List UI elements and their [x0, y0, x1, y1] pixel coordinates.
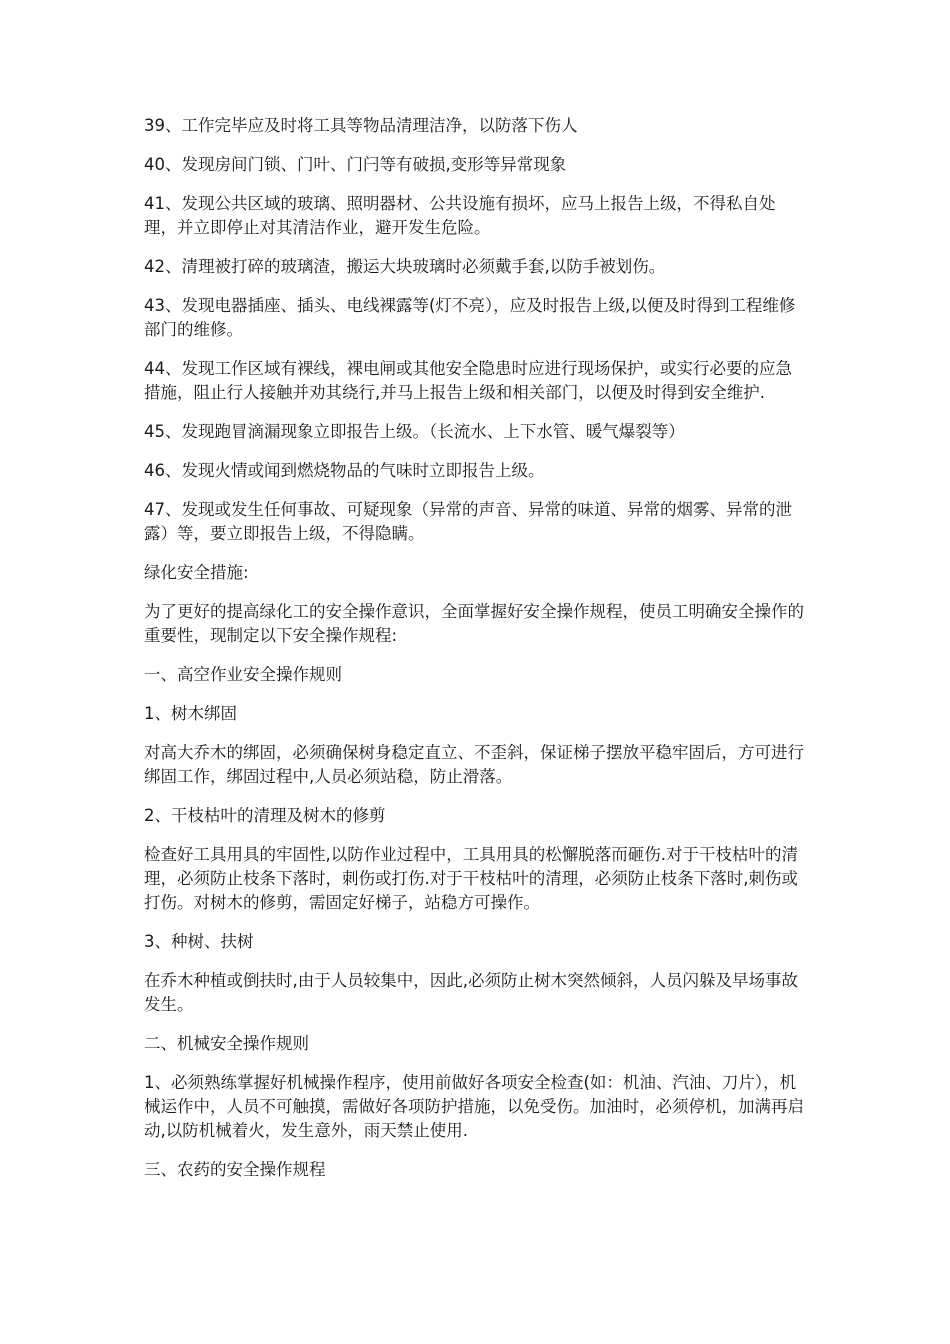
paragraph-pruning: 检查好工具用具的牢固性,以防作业过程中，工具用具的松懈脱落而砸伤.对于干枝枯叶的清理，必须防止枝条下落时，刺伤或打伤.对于干枝枯叶的清理，必须防止枝条下落时,刺伤或打伤。对树木的修剪，需固定好梯子，站稳方可操作。	[144, 845, 798, 912]
paragraph-tree-binding: 对高大乔木的绑固，必须确保树身稳定直立、不歪斜，保证梯子摆放平稳牢固后，方可进行绑固工作，绑固过程中,人员必须站稳，防止滑落。	[144, 743, 804, 786]
subheading-planting: 3、种树、扶树	[144, 932, 254, 951]
section-heading-greening-safety: 绿化安全措施:	[144, 563, 249, 582]
paragraph-47: 47、发现或发生任何事故、可疑现象（异常的声音、异常的味道、异常的烟雾、异常的泄露）等，要立即报告上级，不得隐瞒。	[144, 500, 792, 543]
paragraph-40: 40、发现房间门锁、门叶、门闩等有破损,变形等异常现象	[144, 155, 567, 174]
paragraph-45: 45、发现跑冒滴漏现象立即报告上级。（长流水、上下水管、暖气爆裂等）	[144, 422, 685, 441]
intro-paragraph: 为了更好的提高绿化工的安全操作意识，全面掌握好安全操作规程，使员工明确安全操作的重要性，现制定以下安全操作规程:	[144, 602, 804, 645]
paragraph-machinery: 1、必须熟练掌握好机械操作程序，使用前做好各项安全检查(如：机油、汽油、刀片），机械运作中，人员不可触摸，需做好各项防护措施，以免受伤。加油时，必须停机，加满再启动,以防机械着火，发生意外，雨天禁止使用.	[144, 1073, 804, 1140]
section-heading-machinery: 二、机械安全操作规则	[144, 1034, 309, 1053]
paragraph-planting: 在乔木种植或倒扶时,由于人员较集中，因此,必须防止树木突然倾斜，人员闪躲及早场事故发生。	[144, 971, 798, 1014]
paragraph-39: 39、工作完毕应及时将工具等物品清理洁净，以防落下伤人	[144, 116, 578, 135]
section-heading-pesticide: 三、农药的安全操作规程	[144, 1160, 326, 1179]
paragraph-42: 42、清理被打碎的玻璃渣，搬运大块玻璃时必须戴手套,以防手被划伤。	[144, 257, 666, 276]
paragraph-46: 46、发现火情或闻到燃烧物品的气味时立即报告上级。	[144, 461, 545, 480]
paragraph-43: 43、发现电器插座、插头、电线裸露等(灯不亮），应及时报告上级,以便及时得到工程维修部门的维修。	[144, 296, 796, 339]
subheading-pruning: 2、干枝枯叶的清理及树木的修剪	[144, 806, 386, 825]
section-heading-high-altitude: 一、高空作业安全操作规则	[144, 665, 342, 684]
subheading-tree-binding: 1、树木绑固	[144, 704, 237, 723]
paragraph-44: 44、发现工作区域有裸线，裸电闸或其他安全隐患时应进行现场保护，或实行必要的应急措施，阻止行人接触并劝其绕行,并马上报告上级和相关部门，以便及时得到安全维护.	[144, 359, 792, 402]
document-body	[144, 114, 808, 1197]
paragraph-41: 41、发现公共区域的玻璃、照明器材、公共设施有损坏，应马上报告上级，不得私自处理，并立即停止对其清洁作业，避开发生危险。	[144, 194, 776, 237]
